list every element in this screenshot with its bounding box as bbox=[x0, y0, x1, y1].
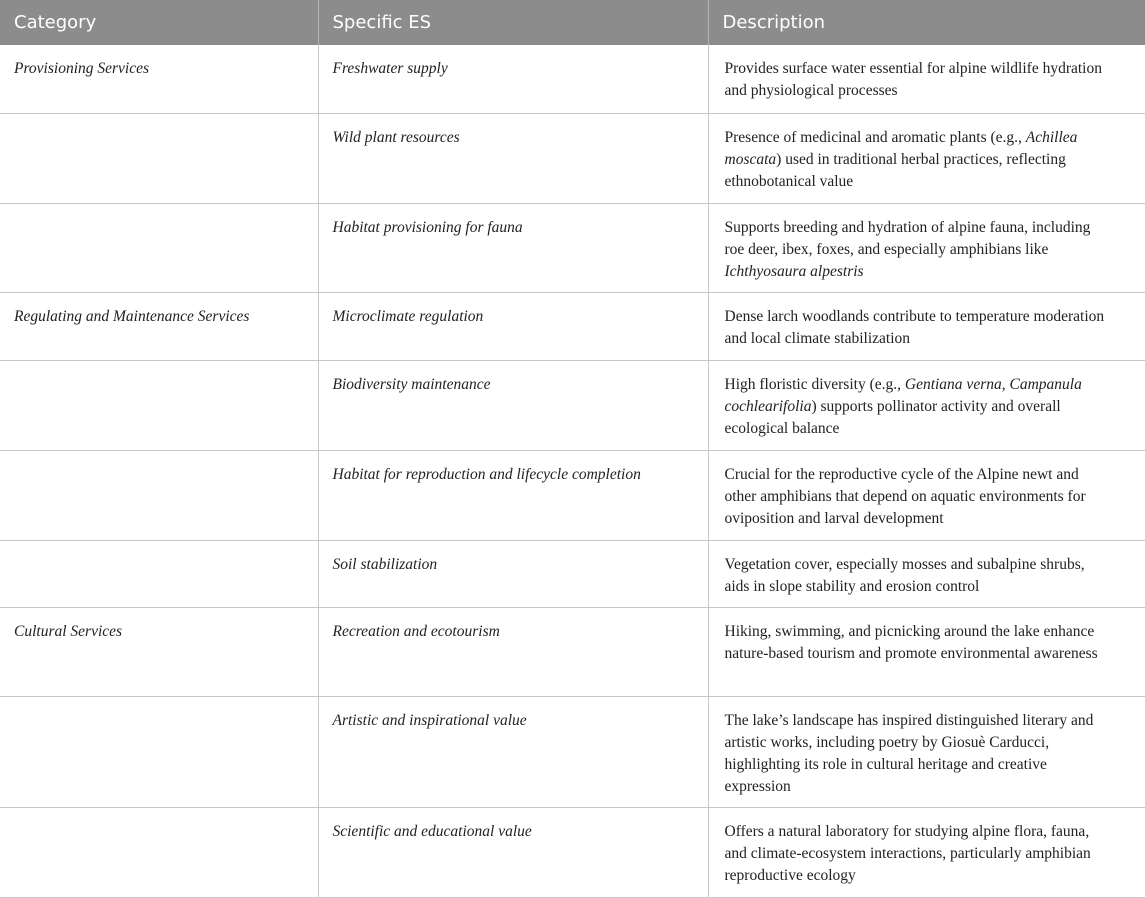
category-cell bbox=[0, 540, 318, 607]
specific-es-cell: Freshwater supply bbox=[318, 45, 708, 113]
description-cell bbox=[708, 203, 1145, 292]
description-text: , bbox=[1001, 375, 1010, 393]
category-cell bbox=[0, 360, 318, 450]
description-text: Supports breeding and hydration of alpine fauna, including roe deer, ibex, foxes, and especially amphibians like bbox=[724, 218, 1091, 258]
specific-es-cell: Recreation and ecotourism bbox=[318, 607, 708, 696]
table-row bbox=[0, 292, 1145, 360]
description-text: Dense larch woodlands contribute to temperature moderation and local climate stabilization bbox=[724, 307, 1105, 347]
description-cell bbox=[708, 450, 1145, 540]
description-cell bbox=[708, 45, 1145, 113]
description-text: Vegetation cover, especially mosses and subalpine shrubs, aids in slope stability and erosion control bbox=[724, 555, 1085, 595]
specific-es-cell: Habitat for reproduction and lifecycle completion bbox=[318, 450, 708, 540]
table-row bbox=[0, 607, 1145, 696]
species-name: Ichthyosaura alpestris bbox=[724, 262, 864, 280]
specific-es-cell: Habitat provisioning for fauna bbox=[318, 203, 708, 292]
table-row bbox=[0, 807, 1145, 897]
category-cell bbox=[0, 203, 318, 292]
category-cell bbox=[0, 807, 318, 897]
description-cell bbox=[708, 113, 1145, 203]
species-name: Achillea moscata bbox=[724, 128, 1078, 168]
description-text: Crucial for the reproductive cycle of the Alpine newt and other amphibians that depend on aquatic environments for oviposition and larval development bbox=[724, 465, 1086, 527]
category-cell bbox=[0, 113, 318, 203]
description-cell bbox=[708, 360, 1145, 450]
category-cell: Cultural Services bbox=[0, 607, 318, 696]
description-text: Hiking, swimming, and picnicking around the lake enhance nature-based tourism and promote environmental awareness bbox=[724, 622, 1098, 662]
table-row bbox=[0, 203, 1145, 292]
description-text: Presence of medicinal and aromatic plants (e.g., bbox=[724, 128, 1026, 146]
description-text: ) used in traditional herbal practices, reflecting ethnobotanical value bbox=[724, 150, 1066, 190]
table-row bbox=[0, 45, 1145, 113]
header-description: Description bbox=[708, 0, 1145, 45]
header-specific-es: Specific ES bbox=[318, 0, 708, 45]
description-cell bbox=[708, 696, 1145, 807]
header-row bbox=[0, 0, 1145, 45]
category-cell: Provisioning Services bbox=[0, 45, 318, 113]
species-name: Campanula cochlearifolia bbox=[724, 375, 1082, 415]
table-row bbox=[0, 360, 1145, 450]
specific-es-cell: Soil stabilization bbox=[318, 540, 708, 607]
category-cell: Regulating and Maintenance Services bbox=[0, 292, 318, 360]
table-row bbox=[0, 696, 1145, 807]
table-row bbox=[0, 450, 1145, 540]
description-text: ) supports pollinator activity and overall ecological balance bbox=[724, 397, 1061, 437]
description-cell bbox=[708, 807, 1145, 897]
specific-es-cell: Artistic and inspirational value bbox=[318, 696, 708, 807]
description-text: The lake’s landscape has inspired distinguished literary and artistic works, including poetry by Giosuè Carducci, highlighting its role in cultural heritage and creative expression bbox=[724, 711, 1094, 795]
category-cell bbox=[0, 450, 318, 540]
description-text: High floristic diversity (e.g., bbox=[724, 375, 905, 393]
specific-es-cell: Biodiversity maintenance bbox=[318, 360, 708, 450]
description-cell bbox=[708, 540, 1145, 607]
species-name: Gentiana verna bbox=[904, 375, 1002, 393]
description-text: Provides surface water essential for alpine wildlife hydration and physiological processes bbox=[724, 60, 1102, 99]
description-text: Offers a natural laboratory for studying alpine flora, fauna, and climate-ecosystem interactions, particularly amphibian reproductive ecology bbox=[724, 822, 1091, 884]
table-row bbox=[0, 113, 1145, 203]
header-category: Category bbox=[0, 0, 318, 45]
table-row bbox=[0, 540, 1145, 607]
description-cell bbox=[708, 607, 1145, 696]
specific-es-cell: Microclimate regulation bbox=[318, 292, 708, 360]
specific-es-cell: Scientific and educational value bbox=[318, 807, 708, 897]
description-cell bbox=[708, 292, 1145, 360]
category-cell bbox=[0, 696, 318, 807]
specific-es-cell: Wild plant resources bbox=[318, 113, 708, 203]
